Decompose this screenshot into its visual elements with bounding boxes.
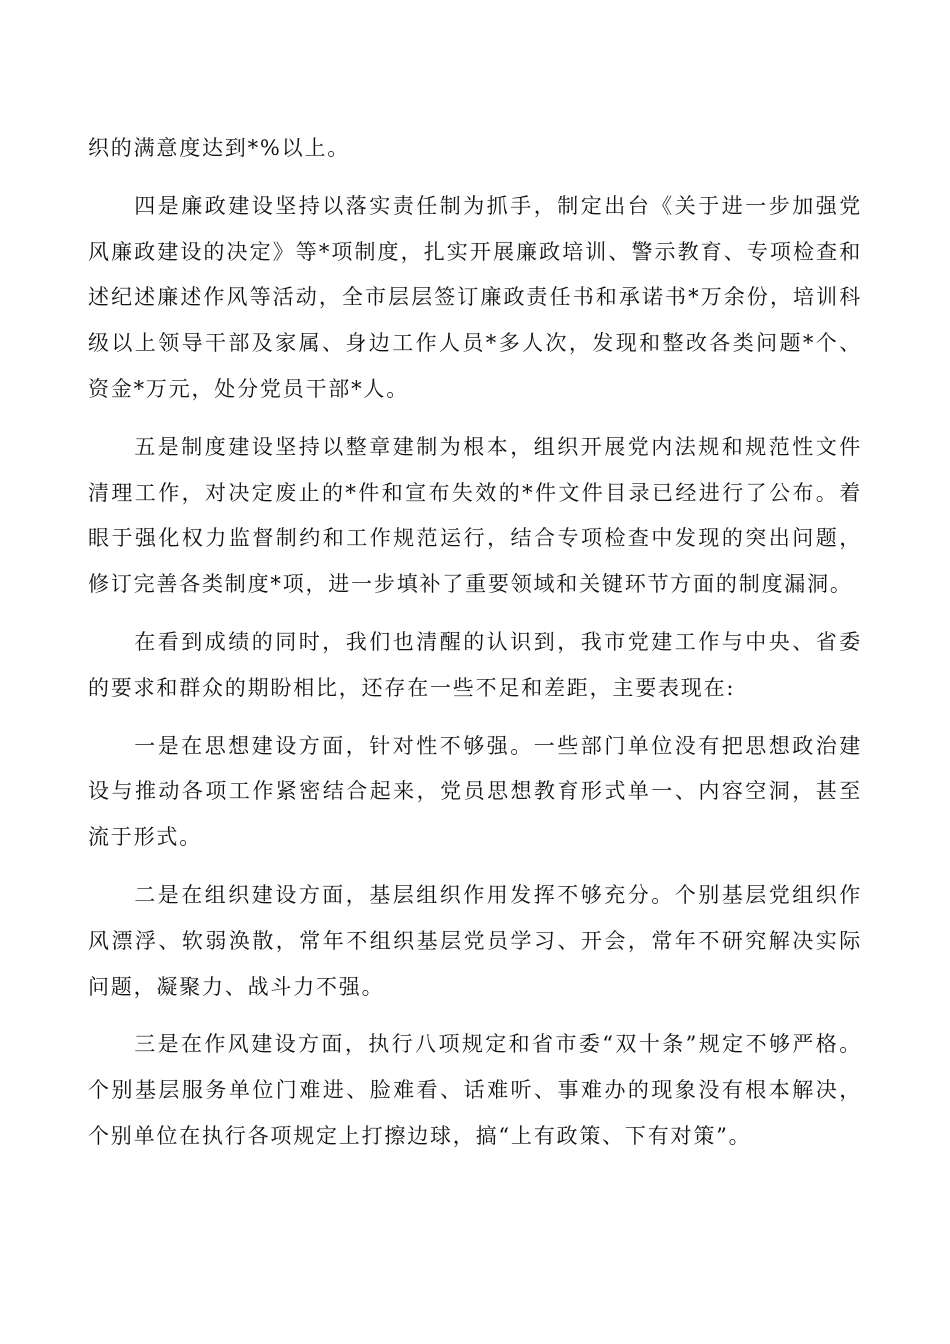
paragraph-work-style-issue: 三是在作风建设方面，执行八项规定和省市委“双十条”规定不够严格。个别基层服务单位门难进、脸难看、话难听、事难办的现象没有根本解决，个别单位在执行各项规定上打擦边球，搞“上有政策、下有对策”。 <box>88 1032 862 1148</box>
paragraph-institution-building: 五是制度建设坚持以整章建制为根本，组织开展党内法规和规范性文件清理工作，对决定废止的*件和宣布失效的*件文件目录已经进行了公布。着眼于强化权力监督制约和工作规范运行，结合专项检查中发现的突出问题，修订完善各类制度*项，进一步填补了重要领域和关键环节方面的制度漏洞。 <box>88 434 862 597</box>
paragraph-continued: 织的满意度达到*%以上。 <box>88 136 351 160</box>
paragraph-anti-corruption: 四是廉政建设坚持以落实责任制为抓手，制定出台《关于进一步加强党风廉政建设的决定》等*项制度，扎实开展廉政培训、警示教育、专项检查和述纪述廉述作风等活动，全市层层签订廉政责任书和承诺书*万余份，培训科级以上领导干部及家属、身边工作人员*多人次，发现和整改各类问题*个、资金*万元，处分党员干部*人。 <box>88 193 862 401</box>
paragraph-ideology-issue: 一是在思想建设方面，针对性不够强。一些部门单位没有把思想政治建设与推动各项工作紧密结合起来，党员思想教育形式单一、内容空洞，甚至流于形式。 <box>88 733 862 850</box>
paragraph-shortcomings-intro: 在看到成绩的同时，我们也清醒的认识到，我市党建工作与中央、省委的要求和群众的期盼相比，还存在一些不足和差距，主要表现在: <box>88 629 862 700</box>
paragraph-organization-issue: 二是在组织建设方面，基层组织作用发挥不够充分。个别基层党组织作风漂浮、软弱涣散，常年不组织基层党员学习、开会，常年不研究解决实际问题，凝聚力、战斗力不强。 <box>88 882 862 999</box>
document-page <box>88 126 862 1172</box>
